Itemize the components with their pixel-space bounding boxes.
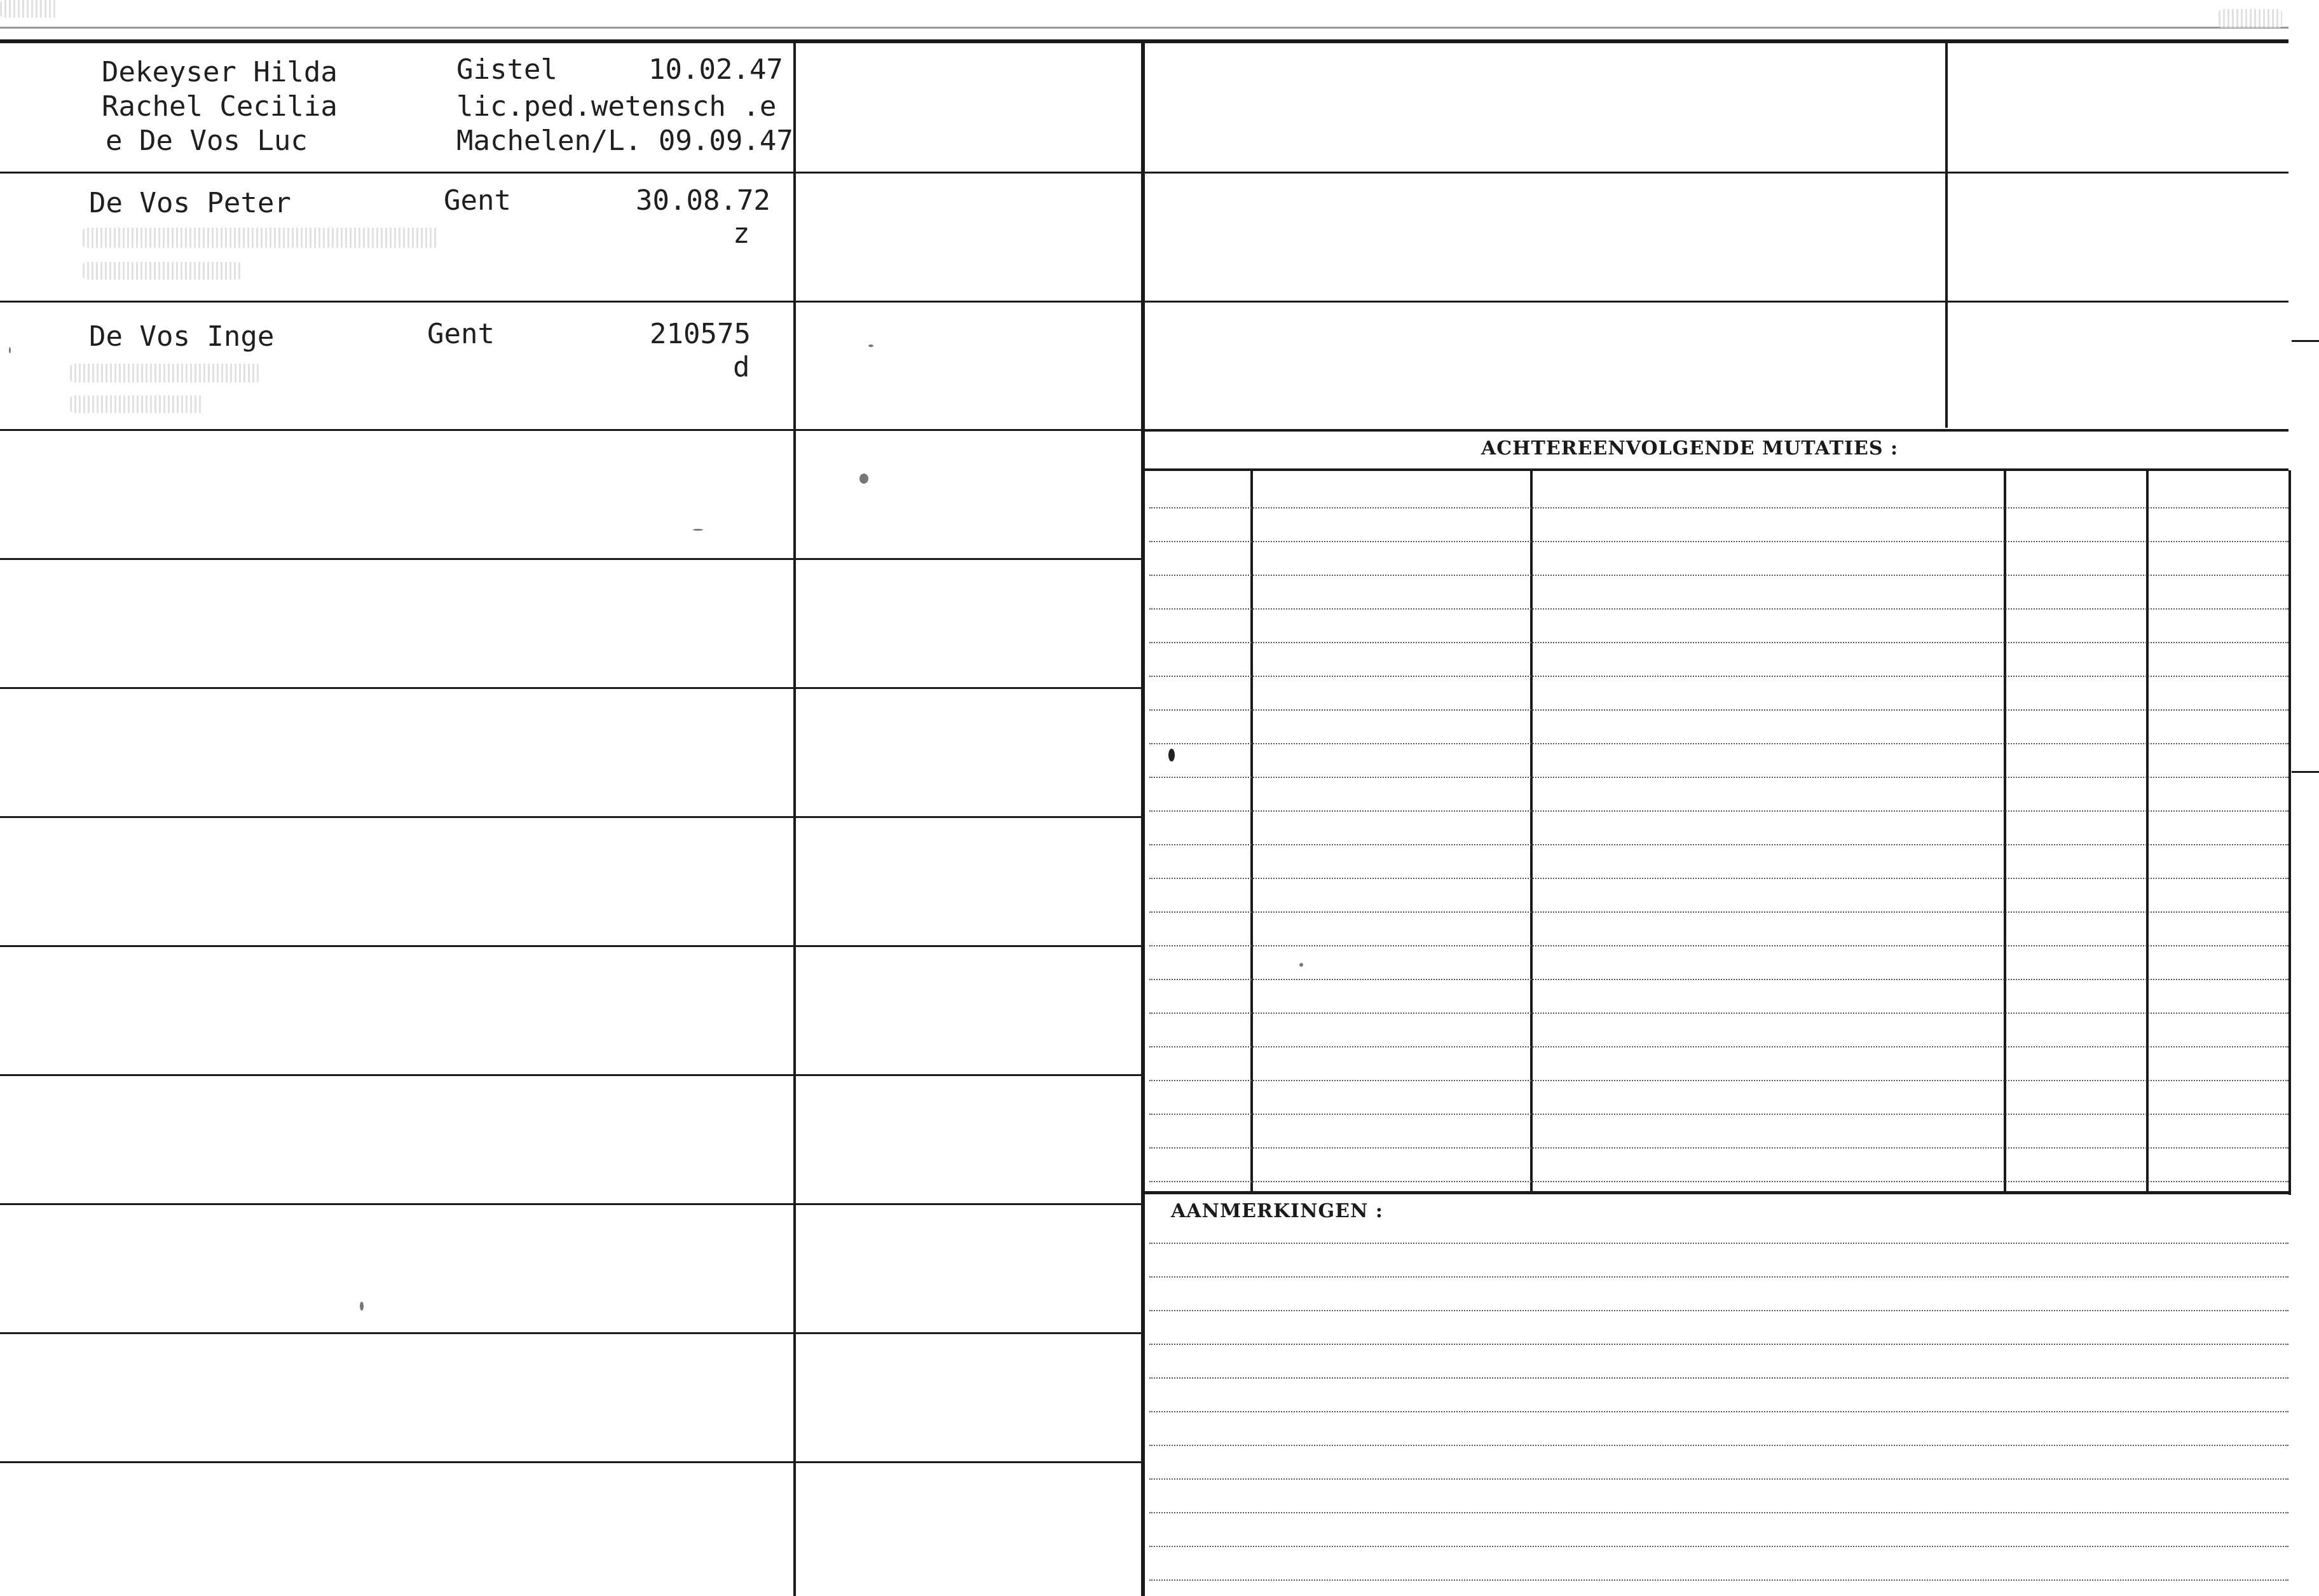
remarks-ruled-line xyxy=(1149,1243,2288,1244)
faded-typing xyxy=(83,228,439,248)
mutations-col-divider xyxy=(1250,470,1253,1192)
side-tick xyxy=(2292,771,2319,773)
remarks-ruled-line xyxy=(1149,1546,2288,1547)
remarks-ruled-line xyxy=(1149,1310,2288,1311)
remarks-ruled-line xyxy=(1149,1579,2288,1581)
remarks-ruled-line xyxy=(1149,1276,2288,1278)
faded-typing xyxy=(70,364,261,383)
row-separator xyxy=(0,301,1144,303)
mutations-ruled-line xyxy=(1149,676,2288,677)
mutations-ruled-line xyxy=(1149,709,2288,711)
birth-date: 10.02.47 xyxy=(648,53,783,86)
mutations-ruled-line xyxy=(1149,1013,2288,1014)
mutations-ruled-line xyxy=(1149,507,2288,508)
status-code: z xyxy=(733,217,750,250)
mutations-ruled-line xyxy=(1149,1080,2288,1081)
row-separator xyxy=(0,1332,1144,1334)
scan-speck xyxy=(868,344,873,347)
top-border-thin xyxy=(0,27,2288,29)
occupation: lic.ped.wetensch .e xyxy=(456,90,777,123)
remarks-ruled-line xyxy=(1149,1512,2288,1513)
mutations-bottom-border xyxy=(1144,1191,2291,1194)
mutations-ruled-line xyxy=(1149,810,2288,812)
mutations-ruled-line xyxy=(1149,878,2288,879)
mutations-top-border xyxy=(1144,429,2288,432)
remarks-ruled-line xyxy=(1149,1445,2288,1446)
column-divider-2 xyxy=(1141,43,1145,1596)
status-code: d xyxy=(733,351,750,383)
row-separator xyxy=(0,1203,1144,1205)
mutations-ruled-line xyxy=(1149,777,2288,778)
row-separator xyxy=(0,945,1144,947)
mutations-title: ACHTEREENVOLGENDE MUTATIES : xyxy=(1481,437,1899,460)
mutations-ruled-line xyxy=(1149,844,2288,845)
row-separator xyxy=(0,172,1144,174)
birth-date: 210575 xyxy=(650,318,751,350)
person-name: De Vos Peter xyxy=(89,187,291,219)
scan-speck xyxy=(1168,749,1175,761)
mutations-ruled-line xyxy=(1149,642,2288,643)
row-separator xyxy=(0,816,1144,818)
scan-artifact xyxy=(0,0,57,18)
scan-speck xyxy=(693,529,703,531)
right-row-separator xyxy=(1144,301,2288,303)
row-separator xyxy=(0,687,1144,689)
person-name: Dekeyser Hilda xyxy=(102,56,338,88)
column-divider-3 xyxy=(1945,43,1948,428)
mutations-ruled-line xyxy=(1149,911,2288,913)
remarks-ruled-line xyxy=(1149,1344,2288,1345)
remarks-ruled-line xyxy=(1149,1478,2288,1480)
person-name: Rachel Cecilia xyxy=(102,90,338,123)
remarks-title: AANMERKINGEN : xyxy=(1171,1200,1383,1222)
remarks-ruled-line xyxy=(1149,1411,2288,1412)
mutations-ruled-line xyxy=(1149,1181,2288,1182)
scan-artifact xyxy=(2219,9,2282,28)
row-separator xyxy=(0,429,1144,431)
mutations-col-divider xyxy=(2004,470,2006,1192)
mutations-ruled-line xyxy=(1149,1114,2288,1115)
mutations-ruled-line xyxy=(1149,945,2288,946)
spouse-birth-info: Machelen/L. 09.09.47 xyxy=(456,125,793,157)
row-separator xyxy=(0,1461,1144,1463)
mutations-ruled-line xyxy=(1149,1046,2288,1047)
mutations-col-divider xyxy=(2146,470,2149,1192)
birth-place: Gent xyxy=(427,318,495,350)
mutations-ruled-line xyxy=(1149,979,2288,980)
mutations-ruled-line xyxy=(1149,608,2288,610)
mutations-ruled-line xyxy=(1149,743,2288,744)
right-row-separator xyxy=(1144,172,2288,174)
mutations-ruled-line xyxy=(1149,575,2288,576)
column-divider-1 xyxy=(793,43,796,1596)
faded-typing xyxy=(83,262,242,280)
mutations-header-line xyxy=(1144,468,2288,471)
scan-speck xyxy=(9,347,11,353)
row-separator xyxy=(0,558,1144,560)
right-border xyxy=(2288,470,2291,1195)
mutations-ruled-line xyxy=(1149,1147,2288,1149)
birth-place: Gent xyxy=(444,184,511,217)
mutations-col-divider xyxy=(1530,470,1533,1192)
birth-date: 30.08.72 xyxy=(636,184,770,217)
side-tick xyxy=(2292,340,2319,342)
birth-place: Gistel xyxy=(456,53,558,86)
row-separator xyxy=(0,1074,1144,1076)
mutations-ruled-line xyxy=(1149,541,2288,542)
scan-speck xyxy=(1299,963,1303,967)
scan-speck xyxy=(859,474,868,484)
faded-typing xyxy=(70,395,203,413)
remarks-ruled-line xyxy=(1149,1377,2288,1379)
person-name: De Vos Inge xyxy=(89,320,275,353)
person-name: e De Vos Luc xyxy=(106,125,308,157)
scan-speck xyxy=(360,1302,364,1311)
